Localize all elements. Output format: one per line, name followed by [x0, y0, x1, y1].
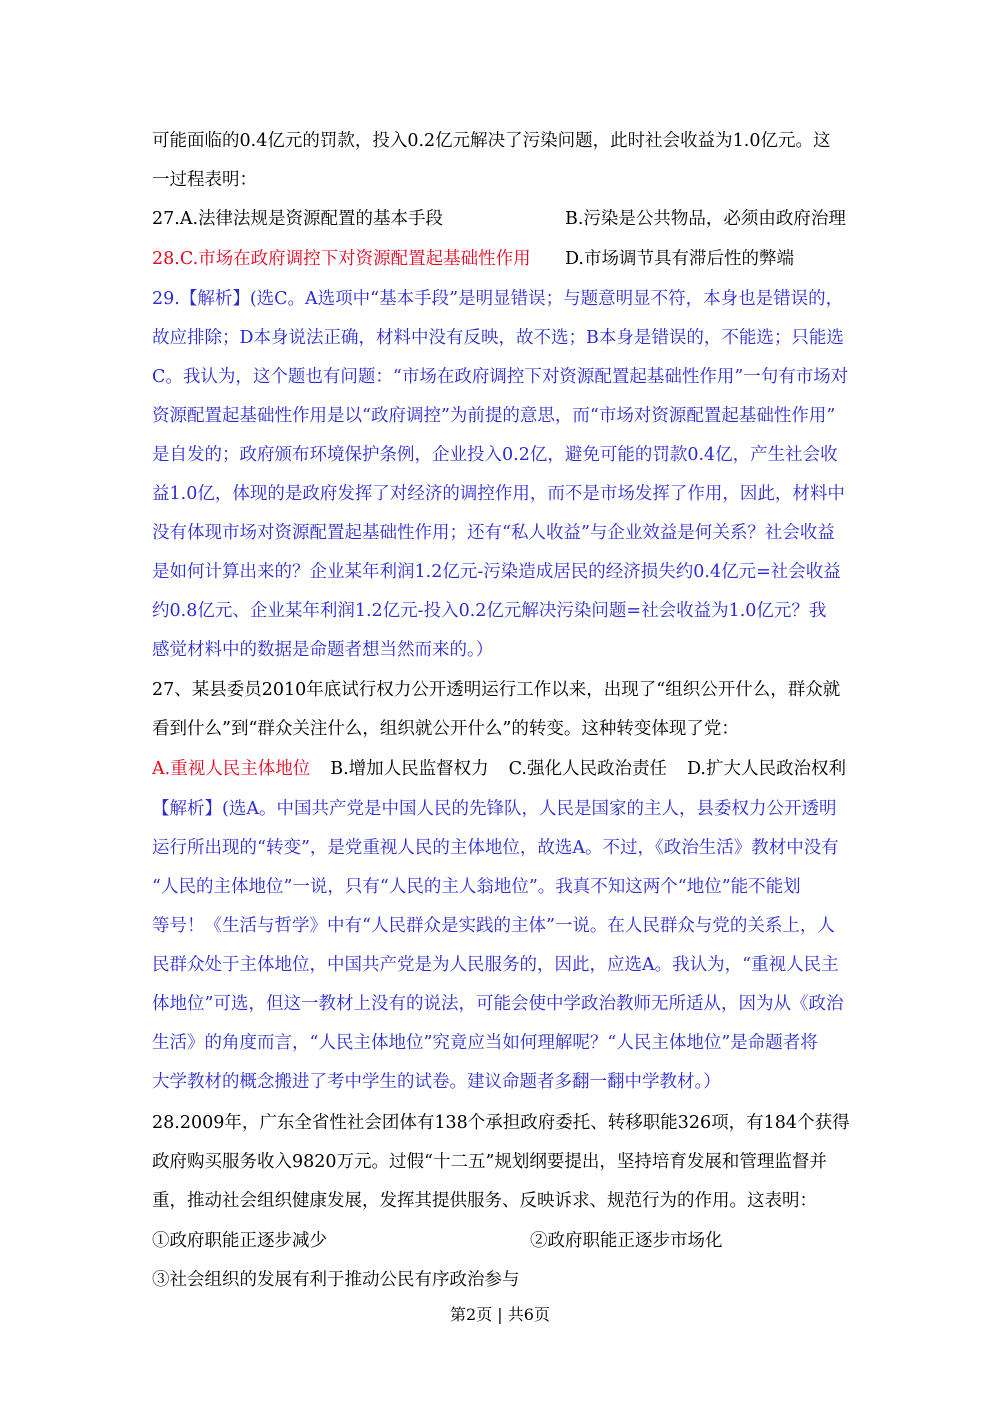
analysis1-line: 29.【解析】(选C。A选项中“基本手段”是明显错误；与题意明显不符，本身也是错误的， — [152, 289, 844, 309]
q28-stem-line: 重，推动社会组织健康发展，发挥其提供服务、反映诉求、规范行为的作用。这表明： — [152, 1191, 817, 1211]
intro-line-2: 一过程表明： — [152, 170, 257, 190]
analysis1-line: 感觉材料中的数据是命题者想当然而来的。） — [152, 640, 494, 660]
analysis1-line: C。我认为，这个题也有问题：“市场在政府调控下对资源配置起基础性作用”一句有市场对 — [152, 367, 849, 387]
option-3: ③社会组织的发展有利于推动公民有序政治参与 — [152, 1270, 520, 1290]
page-footer: 第2页 | 共6页 — [450, 1305, 550, 1324]
option-1: ①政府职能正逐步减少 — [152, 1231, 327, 1251]
analysis1-line: 是如何计算出来的？企业某年利润1.2亿元-污染造成居民的经济损失约0.4亿元=社会收益 — [152, 562, 841, 582]
analysis2-line: 等号！《生活与哲学》中有“人民群众是实践的主体”一说。在人民群众与党的关系上，人 — [152, 916, 835, 936]
option-c-answer: 28.C.市场在政府调控下对资源配置起基础性作用 — [152, 249, 531, 269]
analysis2-line: 【解析】(选A。中国共产党是中国人民的先锋队，人民是国家的主人，县委权力公开透明 — [152, 799, 837, 819]
analysis1-line: 是自发的；政府颁布环境保护条例，企业投入0.2亿，避免可能的罚款0.4亿，产生社会收 — [152, 445, 838, 465]
analysis2-line: 生活》的角度而言，“人民主体地位”究竟应当如何理解呢？“人民主体地位”是命题者将 — [152, 1033, 818, 1053]
q27b-stem-line: 看到什么”到“群众关注什么，组织就公开什么”的转变。这种转变体现了党： — [152, 719, 739, 739]
q28-stem-line: 28.2009年，广东全省性社会团体有138个承担政府委托、转移职能326项，有184个获得 — [152, 1113, 850, 1133]
q27-options-row-2 — [152, 240, 852, 278]
analysis2-line: 运行所出现的“转变”，是党重视人民的主体地位，故选A。不过，《政治生活》教材中没有 — [152, 838, 839, 858]
analysis1-line: 没有体现市场对资源配置起基础性作用；还有“私人收益”与企业效益是何关系？社会收益 — [152, 523, 835, 543]
analysis1-line: 益1.0亿，体现的是政府发挥了对经济的调控作用，而不是市场发挥了作用，因此，材料中 — [152, 484, 845, 504]
option-d: D.扩大人民政治权利 — [686, 759, 846, 779]
option-2: ②政府职能正逐步市场化 — [530, 1231, 723, 1251]
q28-options-row-1 — [152, 1222, 852, 1260]
analysis2-line: 大学教材的概念搬进了考中学生的试卷。建议命题者多翻一翻中学教材。） — [152, 1072, 721, 1092]
intro-line-1: 可能面临的0.4亿元的罚款，投入0.2亿元解决了污染问题，此时社会收益为1.0亿元。这 — [152, 131, 831, 151]
analysis2-line: “人民的主体地位”一说，只有“人民的主人翁地位”。我真不知这两个“地位”能不能划 — [152, 877, 801, 897]
option-c: C.强化人民政治责任 — [508, 759, 667, 779]
q27b-options-row — [152, 750, 852, 788]
option-b: B.污染是公共物品，必须由政府治理 — [565, 209, 846, 229]
analysis2-line: 体地位”可选，但这一教材上没有的说法，可能会使中学政治教师无所适从，因为从《政治 — [152, 994, 844, 1014]
analysis1-line: 故应排除；D本身说法正确，材料中没有反映，故不选；B本身是错误的，不能选；只能选 — [152, 328, 844, 348]
analysis1-line: 约0.8亿元、企业某年利润1.2亿元-投入0.2亿元解决污染问题=社会收益为1.0亿元？我 — [152, 601, 827, 621]
option-d: D.市场调节具有滞后性的弊端 — [565, 249, 794, 269]
analysis1-line: 资源配置起基础性作用是以“政府调控”为前提的意思，而“市场对资源配置起基础性作用” — [152, 406, 836, 426]
option-a-answer: A.重视人民主体地位 — [152, 759, 311, 779]
option-a: 27.A.法律法规是资源配置的基本手段 — [152, 209, 444, 229]
q27b-stem-line: 27、某县委员2010年底试行权力公开透明运行工作以来，出现了“组织公开什么，群众就 — [152, 680, 841, 700]
analysis2-line: 民群众处于主体地位，中国共产党是为人民服务的，因此，应选A。我认为，“重视人民主 — [152, 955, 839, 975]
q27-options-row-1 — [152, 200, 852, 238]
q28-stem-line: 政府购买服务收入9820万元。过假“十二五”规划纲要提出，坚持培育发展和管理监督并 — [152, 1152, 827, 1172]
option-b: B.增加人民监督权力 — [330, 759, 489, 779]
